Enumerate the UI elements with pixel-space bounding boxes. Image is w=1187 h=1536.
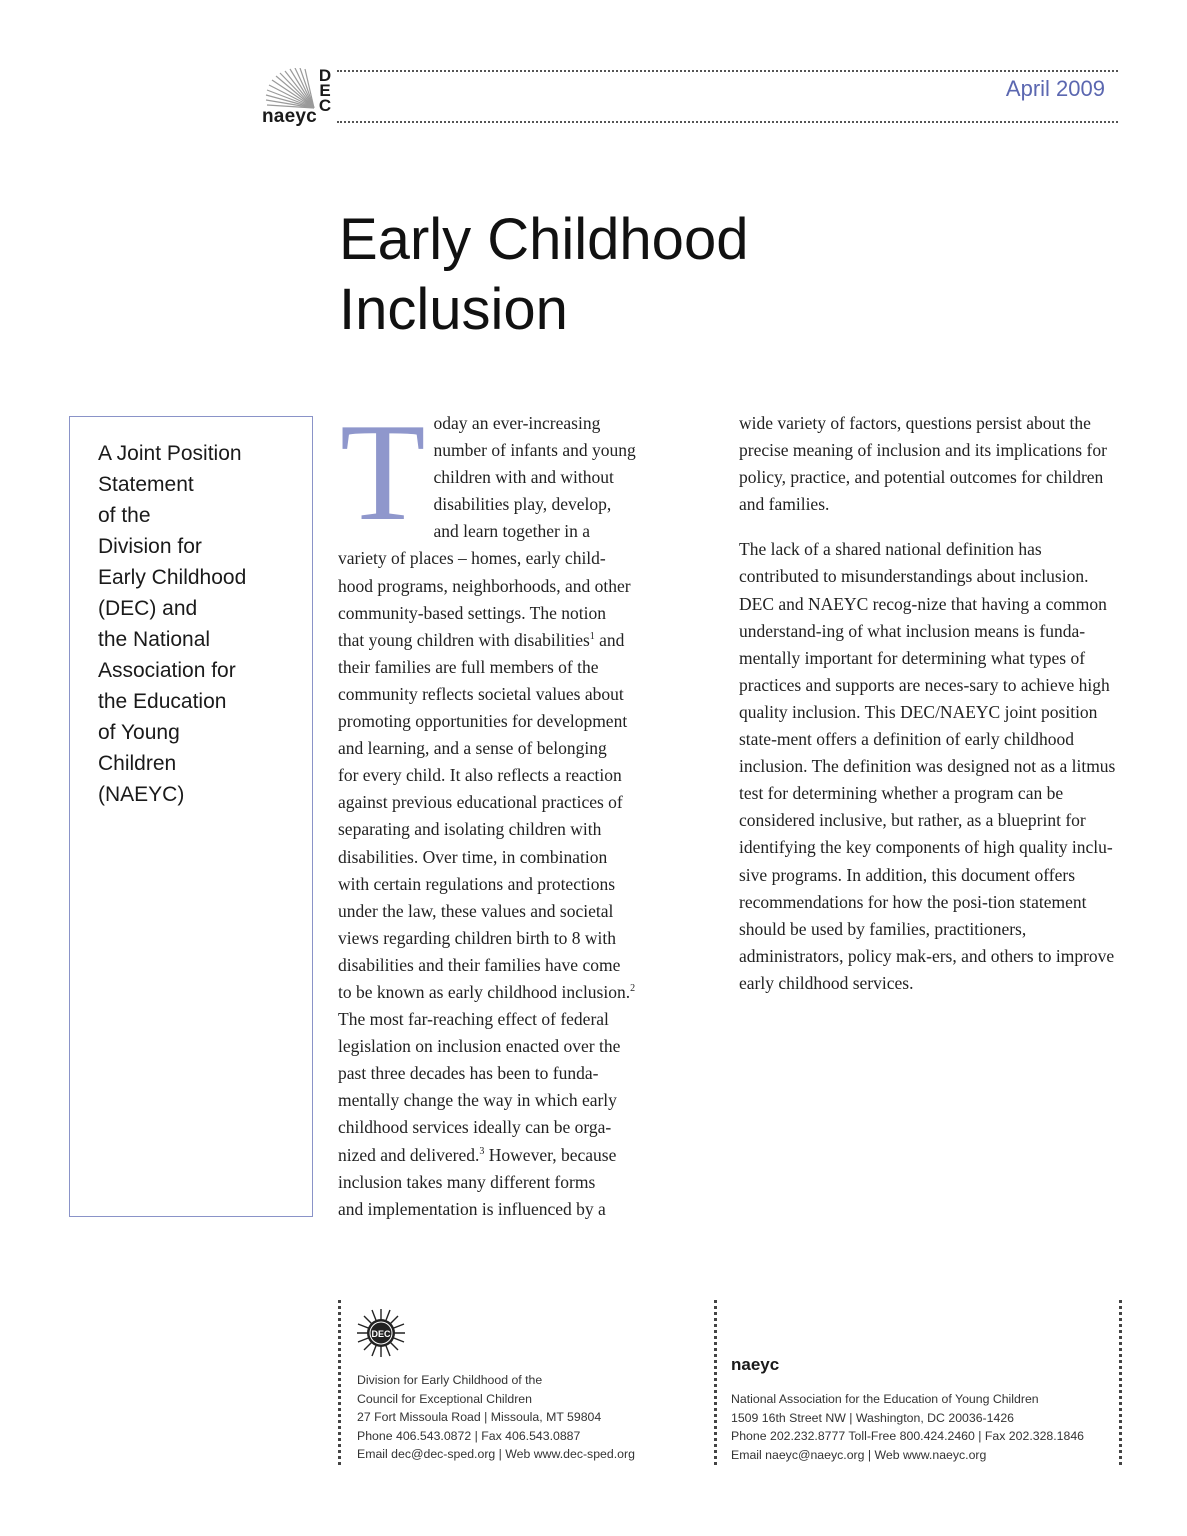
body-line-text: However, because xyxy=(484,1144,617,1165)
dec-seal-icon xyxy=(356,1308,406,1358)
logo-letter-d: D xyxy=(318,66,332,85)
footer-divider-right xyxy=(1119,1300,1122,1465)
body-line: mentally change the way in which early xyxy=(338,1090,617,1111)
body-line: community-based settings. The notion xyxy=(338,602,606,623)
footer-divider-left xyxy=(338,1300,341,1465)
header-rule-bottom xyxy=(337,121,1118,123)
body-line-with-footnote xyxy=(338,627,714,654)
dec-contact-line: Email dec@dec-sped.org | Web www.dec-sped.org xyxy=(357,1447,635,1462)
dec-seal-logo xyxy=(356,1308,406,1358)
body-column-1 xyxy=(338,395,714,1223)
dec-contact-line: 27 Fort Missoula Road | Missoula, MT 59804 xyxy=(357,1410,602,1425)
body-line: number of infants and young xyxy=(433,440,636,461)
naeyc-footer-logo: naeyc xyxy=(731,1355,780,1374)
sidebar-line: Children xyxy=(98,752,177,775)
header-rule-top xyxy=(337,70,1118,72)
body-line: under the law, these values and societal xyxy=(338,900,614,921)
body-paragraph: The lack of a shared national definition has contributed to misunderstandings about inclusion. DEC and NAEYC recog-nize that having a common understand-ing of what inclusion means is funda-mentally important for determining what types of practices and supports are neces-sary to achieve high quality inclusion. This DEC/NAEYC joint position state-ment offers a definition of early childhood inclusion. The definition was designed not as a litmus test for determining whether a program can be considered inclusive, but rather, as a blueprint for identifying the key components of high quality inclu-sive programs. In addition, this document offers recommendations for how the posi-tion statement should be used by families, practitioners, administrators, policy mak-ers, and others to improve early childhood services. xyxy=(739,539,1116,993)
body-line-with-footnote xyxy=(338,979,714,1006)
body-line: their families are full members of the xyxy=(338,656,599,677)
sidebar-line: of the xyxy=(98,504,151,527)
logo-letter-c: C xyxy=(318,96,332,115)
joint-statement-sidebar xyxy=(69,416,313,1217)
sidebar-line: A Joint Position xyxy=(98,442,242,465)
body-line: children with and without xyxy=(433,467,614,488)
footer-divider-middle xyxy=(714,1300,717,1465)
naeyc-logo-word: naeyc xyxy=(262,106,317,127)
body-line: promoting opportunities for development xyxy=(338,711,628,732)
naeyc-contact-line: 1509 16th Street NW | Washington, DC 20036-1426 xyxy=(731,1410,1014,1425)
body-line: oday an ever-increasing xyxy=(433,413,601,433)
body-line-text: to be known as early childhood inclusion. xyxy=(338,981,631,1002)
footnote-ref-1: 1 xyxy=(589,630,595,642)
sidebar-line: Association for xyxy=(98,659,236,682)
naeyc-contact-line: Email naeyc@naeyc.org | Web www.naeyc.org xyxy=(731,1447,987,1462)
body-line-text: and xyxy=(594,629,625,650)
footnote-ref-2: 2 xyxy=(630,982,636,994)
body-line: community reflects societal values about xyxy=(338,683,624,704)
body-line: childhood services ideally can be orga- xyxy=(338,1117,612,1138)
body-line: past three decades has been to funda- xyxy=(338,1063,599,1084)
dec-contact-block xyxy=(357,1371,635,1464)
body-paragraph: wide variety of factors, questions persist about the precise meaning of inclusion and its implications for policy, practice, and potential outcomes for children and families. xyxy=(739,413,1107,515)
body-line: disabilities play, develop, xyxy=(433,494,612,515)
sidebar-line: the Education xyxy=(98,690,227,713)
body-line: disabilities. Over time, in combination xyxy=(338,846,608,867)
body-line: and learning, and a sense of belonging xyxy=(338,738,607,759)
body-line-with-footnote xyxy=(338,1142,714,1169)
dec-contact-line: Phone 406.543.0872 | Fax 406.543.0887 xyxy=(357,1428,581,1443)
sidebar-line: Early Childhood xyxy=(98,566,247,589)
body-line: disabilities and their families have come xyxy=(338,954,621,975)
dec-seal-label: DEC xyxy=(371,1329,391,1339)
body-line: with certain regulations and protections xyxy=(338,873,616,894)
body-line-text: that young children with disabilities xyxy=(338,629,590,650)
drop-cap: T xyxy=(340,395,426,550)
body-line: variety of places – homes, early child- xyxy=(338,548,606,569)
body-column-2 xyxy=(739,410,1119,997)
body-line: for every child. It also reflects a reaction xyxy=(338,765,622,786)
sidebar-line: the National xyxy=(98,628,211,651)
body-line: views regarding children birth to 8 with xyxy=(338,927,616,948)
sidebar-text xyxy=(98,438,308,810)
naeyc-contact-line: Phone 202.232.8777 Toll-Free 800.424.2460 | Fax 202.328.1846 xyxy=(731,1429,1085,1444)
body-line-text: nized and delivered. xyxy=(338,1144,480,1165)
naeyc-contact-block xyxy=(731,1390,1084,1464)
dec-stacked-letters xyxy=(318,68,332,113)
body-line: and learn together in a xyxy=(433,521,590,542)
page-title xyxy=(339,205,1099,345)
logo-letter-e: E xyxy=(319,81,331,100)
body-line: inclusion takes many different forms xyxy=(338,1171,596,1192)
dec-contact-line: Council for Exceptional Children xyxy=(357,1391,532,1406)
sidebar-line: Statement xyxy=(98,473,194,496)
naeyc-dec-logo xyxy=(256,68,340,128)
sidebar-line: (NAEYC) xyxy=(98,783,185,806)
publication-date: April 2009 xyxy=(1005,76,1105,101)
naeyc-contact-line: National Association for the Education of Young Children xyxy=(731,1392,1039,1406)
body-line: against previous educational practices of xyxy=(338,792,623,813)
body-line: hood programs, neighborhoods, and other xyxy=(338,575,631,596)
sidebar-line: Division for xyxy=(98,535,202,558)
sidebar-line: of Young xyxy=(98,721,180,744)
footnote-ref-3: 3 xyxy=(479,1145,485,1157)
body-line: and implementation is influenced by a xyxy=(338,1198,606,1219)
sidebar-line: (DEC) and xyxy=(98,597,198,620)
body-line: The most far-reaching effect of federal xyxy=(338,1009,609,1030)
body-line: legislation on inclusion enacted over the xyxy=(338,1036,621,1057)
title-line-2: Inclusion xyxy=(339,277,568,342)
dec-contact-line: Division for Early Childhood of the xyxy=(357,1373,543,1387)
body-line: separating and isolating children with xyxy=(338,819,602,840)
title-line-1: Early Childhood xyxy=(339,207,749,272)
